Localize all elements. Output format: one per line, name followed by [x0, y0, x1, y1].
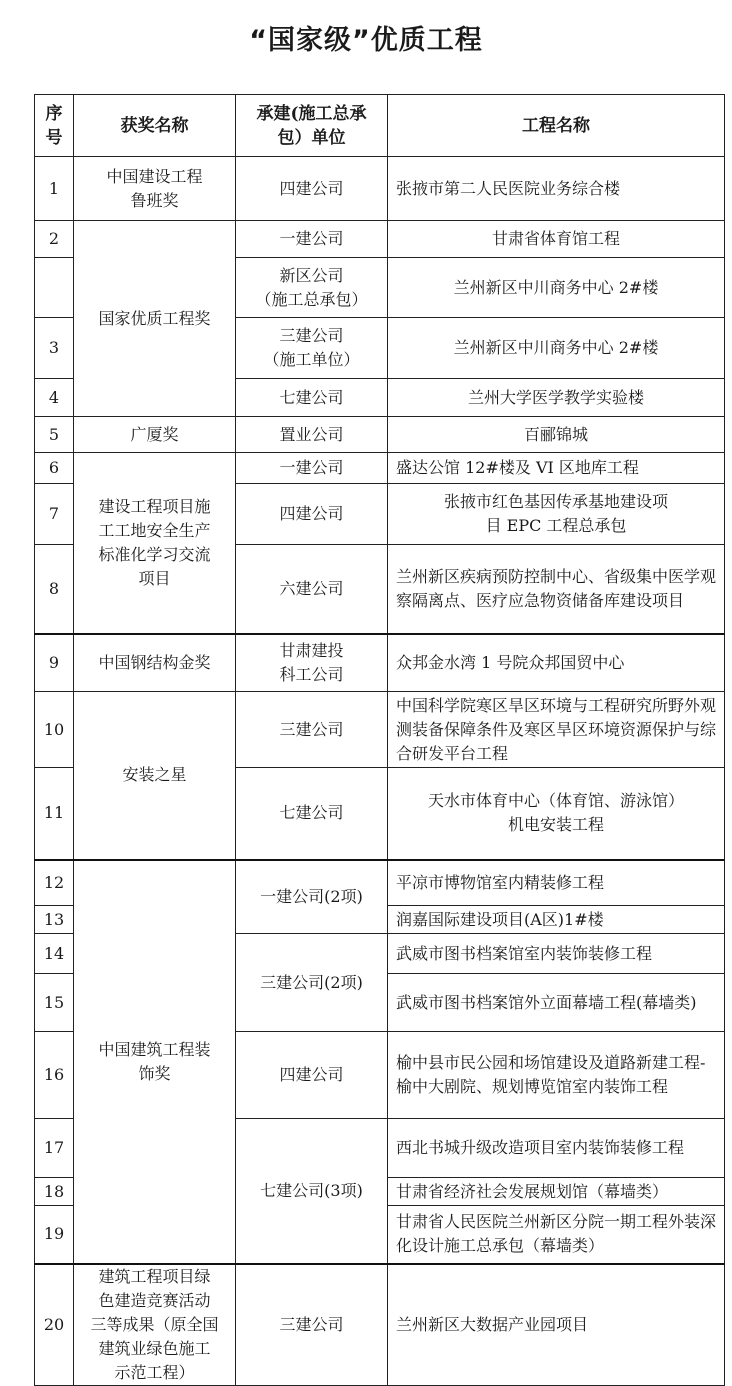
table-row	[35, 453, 725, 484]
project-name: 平凉市博物馆室内精装修工程	[388, 860, 725, 906]
row-no: 13	[35, 906, 74, 934]
header-no: 序号	[35, 95, 74, 157]
table-header-row	[35, 95, 725, 157]
award-name: 广厦奖	[74, 417, 236, 453]
project-name: 兰州新区中川商务中心 2#楼	[388, 258, 725, 318]
unit-name: 六建公司	[236, 545, 388, 634]
table-row	[35, 221, 725, 258]
unit-name: 三建公司	[236, 1264, 388, 1386]
page-title: “国家级”优质工程	[249, 25, 483, 56]
project-name: 兰州新区疾病预防控制中心、省级集中医学观察隔离点、医疗应急物资储备库建设项目	[388, 545, 725, 634]
row-no: 1	[35, 157, 74, 221]
project-name: 武威市图书档案馆外立面幕墙工程(幕墙类)	[388, 974, 725, 1032]
unit-name: 新区公司 （施工总承包）	[236, 258, 388, 318]
header-project: 工程名称	[388, 95, 725, 157]
project-name: 西北书城升级改造项目室内装饰装修工程	[388, 1119, 725, 1178]
row-no: 3	[35, 318, 74, 379]
unit-name: 七建公司	[236, 768, 388, 860]
header-unit: 承建(施工总承 包）单位	[236, 95, 388, 157]
row-no: 2	[35, 221, 74, 258]
row-no: 19	[35, 1206, 74, 1264]
unit-name: 一建公司(2项)	[236, 860, 388, 934]
row-no: 4	[35, 379, 74, 417]
project-name: 张掖市红色基因传承基地建设项 目 EPC 工程总承包	[388, 484, 725, 545]
award-name: 建设工程项目施 工工地安全生产 标准化学习交流 项目	[74, 453, 236, 634]
unit-name: 一建公司	[236, 221, 388, 258]
row-no: 16	[35, 1032, 74, 1119]
unit-name: 三建公司(2项)	[236, 934, 388, 1032]
row-no: 6	[35, 453, 74, 484]
row-no: 20	[35, 1264, 74, 1386]
project-name: 甘肃省经济社会发展规划馆（幕墙类）	[388, 1178, 725, 1206]
row-no: 8	[35, 545, 74, 634]
unit-name: 三建公司	[236, 692, 388, 768]
unit-name: 四建公司	[236, 484, 388, 545]
project-name: 众邦金水湾 1 号院众邦国贸中心	[388, 634, 725, 692]
table-row	[35, 1264, 725, 1386]
row-no: 15	[35, 974, 74, 1032]
project-name: 中国科学院寒区旱区环境与工程研究所野外观测装备保障条件及寒区旱区环境资源保护与综合研发平台工程	[388, 692, 725, 768]
table-row	[35, 417, 725, 453]
unit-name: 四建公司	[236, 1032, 388, 1119]
table-row	[35, 860, 725, 906]
row-no: 10	[35, 692, 74, 768]
unit-name: 一建公司	[236, 453, 388, 484]
award-name: 建筑工程项目绿 色建造竞赛活动 三等成果（原全国 建筑业绿色施工 示范工程）	[74, 1264, 236, 1386]
row-no: 14	[35, 934, 74, 974]
table-row	[35, 634, 725, 692]
project-name: 百郦锦城	[388, 417, 725, 453]
row-no: 9	[35, 634, 74, 692]
unit-name: 置业公司	[236, 417, 388, 453]
project-name: 甘肃省体育馆工程	[388, 221, 725, 258]
row-no	[35, 258, 74, 318]
project-name: 润嘉国际建设项目(A区)1#楼	[388, 906, 725, 934]
unit-name: 七建公司	[236, 379, 388, 417]
award-name: 中国建筑工程装 饰奖	[74, 860, 236, 1264]
unit-name: 四建公司	[236, 157, 388, 221]
row-no: 7	[35, 484, 74, 545]
project-name: 兰州新区中川商务中心 2#楼	[388, 318, 725, 379]
project-name: 兰州大学医学教学实验楼	[388, 379, 725, 417]
project-name: 甘肃省人民医院兰州新区分院一期工程外装深化设计施工总承包（幕墙类）	[388, 1206, 725, 1264]
award-name: 安装之星	[74, 692, 236, 860]
table-row	[35, 157, 725, 221]
unit-name: 甘肃建投 科工公司	[236, 634, 388, 692]
project-name: 榆中县市民公园和场馆建设及道路新建工程-榆中大剧院、规划博览馆室内装饰工程	[388, 1032, 725, 1119]
project-name: 盛达公馆 12#楼及 VI 区地库工程	[388, 453, 725, 484]
project-name: 天水市体育中心（体育馆、游泳馆） 机电安装工程	[388, 768, 725, 860]
row-no: 11	[35, 768, 74, 860]
project-name: 武威市图书档案馆室内装饰装修工程	[388, 934, 725, 974]
unit-name: 七建公司(3项)	[236, 1119, 388, 1264]
header-award: 获奖名称	[74, 95, 236, 157]
unit-name: 三建公司 （施工单位）	[236, 318, 388, 379]
awards-table	[34, 94, 725, 1386]
row-no: 5	[35, 417, 74, 453]
award-name: 中国建设工程 鲁班奖	[74, 157, 236, 221]
project-name: 兰州新区大数据产业园项目	[388, 1264, 725, 1386]
row-no: 17	[35, 1119, 74, 1178]
row-no: 18	[35, 1178, 74, 1206]
award-name: 国家优质工程奖	[74, 221, 236, 417]
award-name: 中国钢结构金奖	[74, 634, 236, 692]
table-row	[35, 692, 725, 768]
row-no: 12	[35, 860, 74, 906]
project-name: 张掖市第二人民医院业务综合楼	[388, 157, 725, 221]
